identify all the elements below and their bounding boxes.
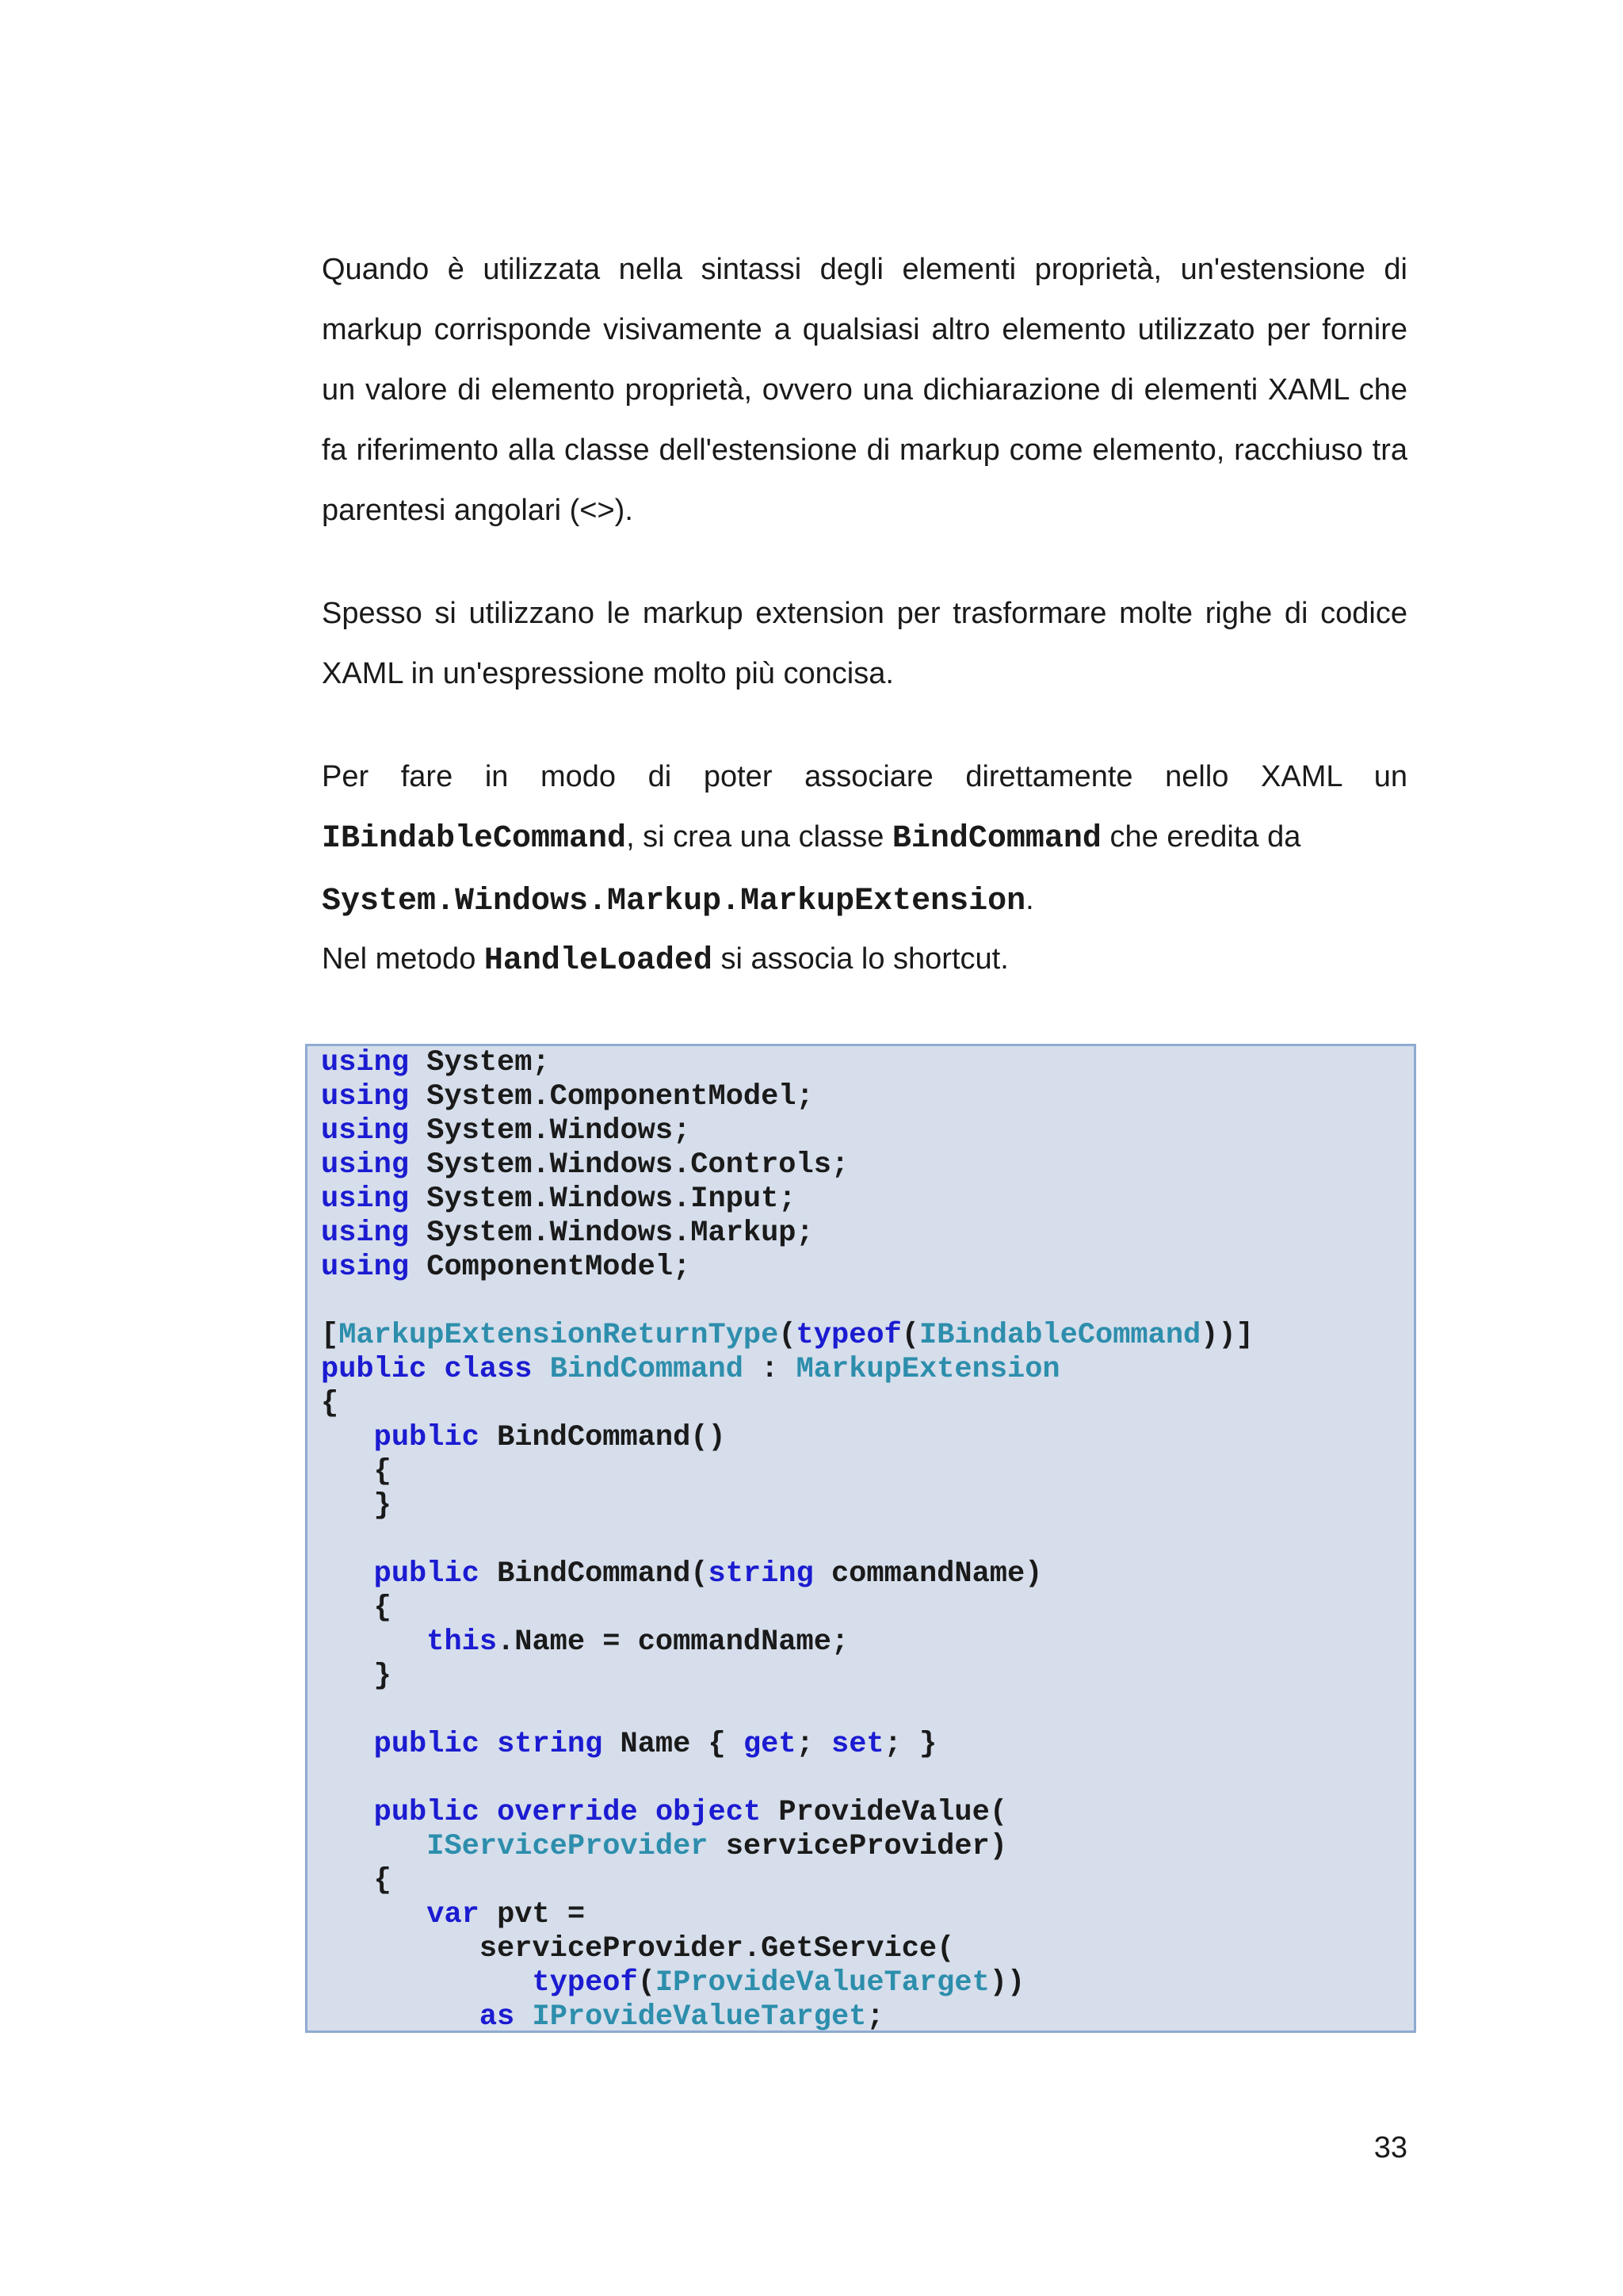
- code-keyword: using: [321, 1217, 410, 1250]
- code-text: System;: [409, 1046, 550, 1079]
- code-line: [321, 1114, 1414, 1148]
- code-line: [321, 1387, 1414, 1421]
- code-keyword: using: [321, 1148, 410, 1182]
- code-text: }: [321, 1489, 391, 1522]
- code-text: [: [321, 1319, 339, 1352]
- code-line: [321, 1966, 1414, 2000]
- code-keyword: override: [497, 1796, 638, 1829]
- paragraph-markup-extension-syntax: Quando è utilizzata nella sintassi degli elementi proprietà, un'estensione di markup corrisponde visivamente a qualsiasi altro elemento utilizzato per fornire un valore di elemento proprietà, ovvero una dichiarazione di elementi XAML che fa riferimento alla classe dell'estensione di markup come elemento, racchiuso tra parentesi angolari (<>).: [322, 253, 1407, 527]
- code-text: ;: [796, 1728, 831, 1761]
- code-text: (: [778, 1319, 796, 1352]
- code-keyword: as: [479, 2000, 515, 2033]
- code-text: System.Windows;: [409, 1114, 691, 1148]
- code-text: BindCommand(): [479, 1421, 726, 1454]
- code-keyword: class: [444, 1353, 533, 1386]
- code-text: )): [989, 1966, 1025, 2000]
- code-line: [321, 1080, 1414, 1114]
- paragraph-text: si associa lo shortcut.: [712, 942, 1009, 976]
- code-text: {: [321, 1864, 391, 1897]
- code-line: [321, 1591, 1414, 1626]
- code-line: [321, 1523, 1414, 1557]
- code-text: BindCommand(: [479, 1557, 708, 1591]
- inline-code-handleloaded: HandleLoaded: [483, 943, 712, 979]
- paragraph-text: Nel metodo: [322, 942, 484, 976]
- code-text: [532, 1353, 549, 1386]
- code-text: [321, 1898, 426, 1931]
- code-keyword: get: [743, 1728, 796, 1761]
- code-text: [321, 1626, 426, 1659]
- code-keyword: public: [373, 1728, 479, 1761]
- paragraph-text: , si crea una classe: [626, 820, 892, 854]
- paragraph-text: che eredita da: [1101, 820, 1301, 854]
- code-keyword: using: [321, 1080, 410, 1114]
- code-text: ))]: [1201, 1319, 1254, 1352]
- code-line: [321, 1182, 1414, 1217]
- code-line: [321, 1557, 1414, 1591]
- code-keyword: this: [426, 1626, 498, 1659]
- code-line: [321, 1660, 1414, 1694]
- code-line: [321, 1694, 1414, 1728]
- code-text: ComponentModel;: [409, 1251, 691, 1284]
- code-keyword: string: [497, 1728, 603, 1761]
- code-text: System.Windows.Controls;: [409, 1148, 850, 1182]
- code-text: }: [321, 1660, 391, 1693]
- code-text: [321, 1966, 532, 2000]
- code-type: IBindableCommand: [918, 1319, 1201, 1352]
- code-keyword: using: [321, 1114, 410, 1148]
- code-text: serviceProvider): [708, 1830, 1007, 1863]
- code-line: [321, 1932, 1414, 1966]
- code-line: [321, 1148, 1414, 1182]
- code-keyword: var: [426, 1898, 479, 1931]
- code-line: [321, 1217, 1414, 1251]
- code-line: [321, 1251, 1414, 1285]
- paragraph-text: .: [1025, 883, 1034, 916]
- code-line: [321, 1796, 1414, 1830]
- code-line: [321, 2000, 1414, 2033]
- code-line: [321, 1421, 1414, 1455]
- paragraph-markup-extension-usage: Spesso si utilizzano le markup extension per trasformare molte righe di codice XAML in un'espressione molto più concisa.: [322, 597, 1407, 690]
- code-text: commandName): [813, 1557, 1043, 1591]
- code-line: [321, 1489, 1414, 1523]
- code-keyword: set: [831, 1728, 884, 1761]
- code-text: [514, 2000, 532, 2033]
- code-line: [321, 1864, 1414, 1898]
- code-type: IServiceProvider: [426, 1830, 708, 1863]
- code-keyword: public: [373, 1796, 479, 1829]
- code-keyword: using: [321, 1251, 410, 1284]
- code-line: [321, 1728, 1414, 1762]
- code-text: .Name = commandName;: [497, 1626, 850, 1659]
- inline-code-bindcommand: BindCommand: [892, 821, 1102, 857]
- code-text: [321, 1830, 426, 1863]
- code-type: BindCommand: [549, 1353, 743, 1386]
- code-line: [321, 1353, 1414, 1387]
- code-text: {: [321, 1455, 391, 1488]
- code-type: MarkupExtensionReturnType: [338, 1319, 779, 1352]
- code-text: Name {: [602, 1728, 743, 1761]
- code-line: [321, 1046, 1414, 1080]
- code-text: serviceProvider.GetService(: [321, 1932, 955, 1966]
- code-line: [321, 1898, 1414, 1932]
- code-text: ProvideValue(: [761, 1796, 1008, 1829]
- inline-code-markupextension: System.Windows.Markup.MarkupExtension: [322, 884, 1026, 919]
- paragraph-bindcommand-intro: [322, 807, 1407, 932]
- code-listing-box: [305, 1044, 1416, 2033]
- code-text: {: [321, 1591, 391, 1625]
- code-text: ; }: [884, 1728, 938, 1761]
- code-line: [321, 1319, 1414, 1353]
- code-keyword: string: [708, 1557, 814, 1591]
- paragraph-bindcommand-intro-line: Per fare in modo di poter associare direttamente nello XAML un: [322, 760, 1407, 793]
- code-text: [321, 2000, 479, 2033]
- code-text: {: [321, 1387, 339, 1420]
- code-text: [479, 1728, 497, 1761]
- code-keyword: public: [373, 1421, 479, 1454]
- code-text: :: [743, 1353, 796, 1386]
- code-text: ;: [866, 2000, 884, 2033]
- code-line: [321, 1830, 1414, 1864]
- inline-code-ibindablecommand: IBindableCommand: [322, 821, 627, 857]
- paragraph-handleloaded: [322, 929, 1407, 991]
- code-text: System.Windows.Input;: [409, 1182, 796, 1216]
- code-type: IProvideValueTarget: [655, 1966, 990, 2000]
- code-text: [321, 1728, 374, 1761]
- code-text: (: [901, 1319, 919, 1352]
- code-keyword: typeof: [532, 1966, 638, 2000]
- code-keyword: using: [321, 1046, 410, 1079]
- code-line: [321, 1455, 1414, 1489]
- code-type: IProvideValueTarget: [532, 2000, 867, 2033]
- code-text: [321, 1796, 374, 1829]
- code-keyword: public: [373, 1557, 479, 1591]
- code-text: [321, 1557, 374, 1591]
- code-text: [426, 1353, 444, 1386]
- code-type: MarkupExtension: [796, 1353, 1060, 1386]
- code-line: [321, 1626, 1414, 1660]
- code-keyword: typeof: [796, 1319, 902, 1352]
- code-text: (: [637, 1966, 655, 2000]
- code-text: [321, 1421, 374, 1454]
- page-number: 33: [1373, 2131, 1407, 2164]
- code-keyword: using: [321, 1182, 410, 1216]
- code-line: [321, 1762, 1414, 1796]
- code-keyword: public: [321, 1353, 427, 1386]
- code-text: System.ComponentModel;: [409, 1080, 814, 1114]
- code-text: [638, 1796, 655, 1829]
- code-keyword: object: [655, 1796, 762, 1829]
- code-text: pvt =: [479, 1898, 586, 1931]
- code-text: [479, 1796, 497, 1829]
- code-line: [321, 1285, 1414, 1319]
- code-listing: [307, 1046, 1414, 2033]
- code-text: System.Windows.Markup;: [409, 1217, 814, 1250]
